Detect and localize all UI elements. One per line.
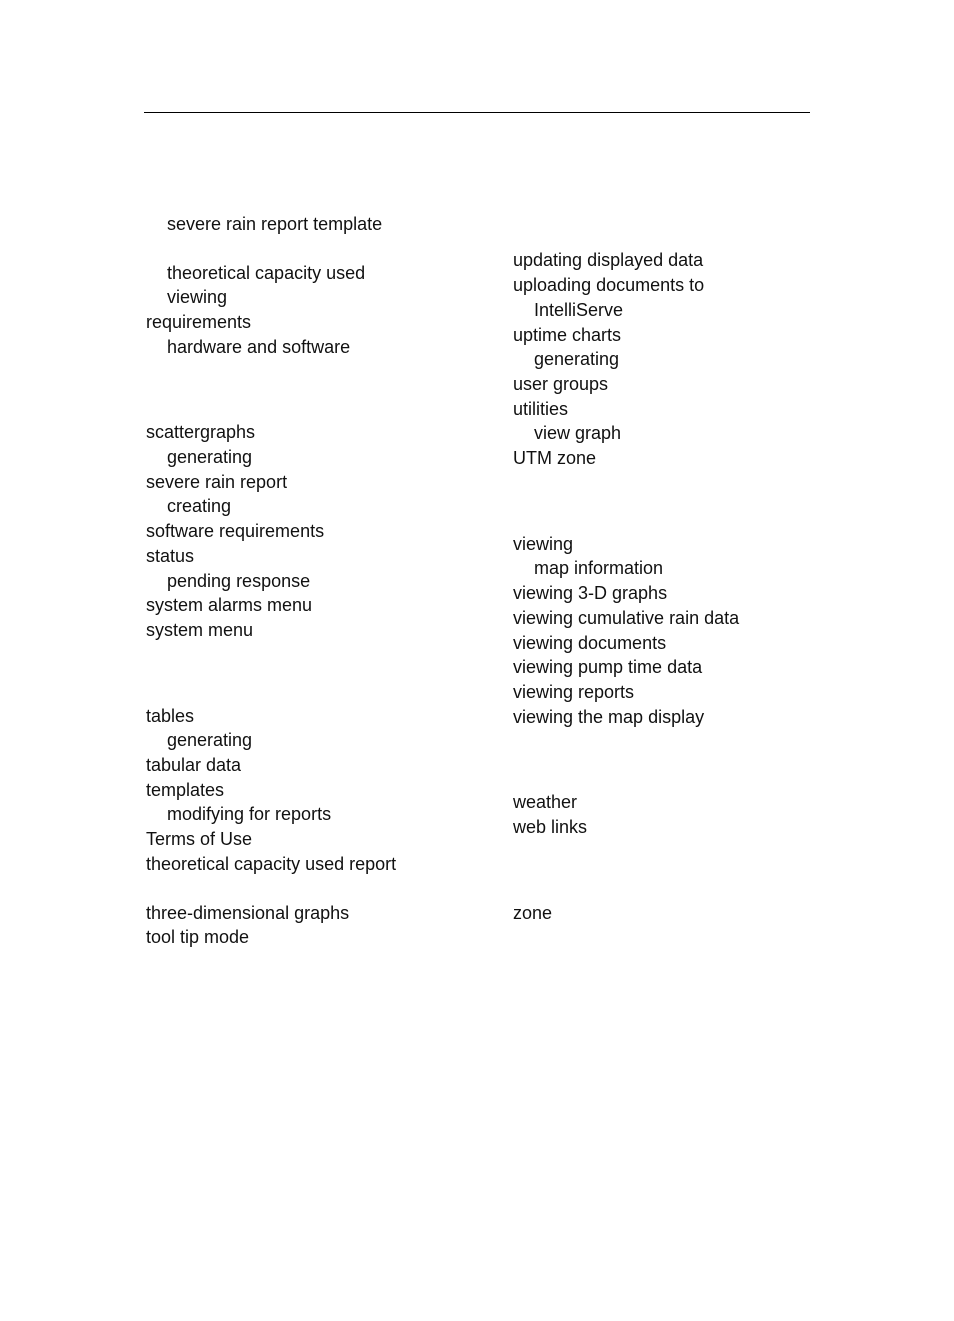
index-entry-left-7: severe rain report bbox=[146, 472, 288, 492]
index-entry-right-13: viewing documents bbox=[513, 633, 667, 653]
index-entry-left-17: templates bbox=[146, 780, 225, 800]
index-entry-left-20: theoretical capacity used report bbox=[146, 854, 397, 874]
index-entry-right-12: viewing cumulative rain data bbox=[513, 608, 740, 628]
index-entry-left-16: tabular data bbox=[146, 755, 242, 775]
index-entry-right-17: weather bbox=[513, 792, 578, 812]
index-entry-right-6: utilities bbox=[513, 399, 569, 419]
index-subentry-left-8: creating bbox=[167, 496, 232, 516]
index-subentry-right-10: map information bbox=[534, 558, 664, 578]
index-subentry-left-2: viewing bbox=[167, 287, 228, 307]
index-entry-right-18: web links bbox=[513, 817, 588, 837]
index-entry-left-5: scattergraphs bbox=[146, 422, 256, 442]
index-entry-left-10: status bbox=[146, 546, 195, 566]
index-subentry-left-1: theoretical capacity used bbox=[167, 263, 366, 283]
index-entry-right-9: viewing bbox=[513, 534, 574, 554]
index-entry-right-3: uptime charts bbox=[513, 325, 622, 345]
index-entry-left-9: software requirements bbox=[146, 521, 325, 541]
index-subentry-left-18: modifying for reports bbox=[167, 804, 332, 824]
header-rule bbox=[144, 112, 810, 113]
index-subentry-left-11: pending response bbox=[167, 571, 311, 591]
index-entry-left-19: Terms of Use bbox=[146, 829, 253, 849]
index-entry-right-11: viewing 3-D graphs bbox=[513, 583, 668, 603]
index-subentry-left-15: generating bbox=[167, 730, 253, 750]
index-entry-left-22: tool tip mode bbox=[146, 927, 250, 947]
index-subentry-right-2: IntelliServe bbox=[534, 300, 624, 320]
index-entry-left-12: system alarms menu bbox=[146, 595, 313, 615]
index-subentry-right-7: view graph bbox=[534, 423, 622, 443]
index-entry-right-8: UTM zone bbox=[513, 448, 597, 468]
index-entry-right-16: viewing the map display bbox=[513, 707, 705, 727]
index-entry-right-1: uploading documents to bbox=[513, 275, 705, 295]
index-subentry-left-0: severe rain report template bbox=[167, 214, 383, 234]
index-entry-left-13: system menu bbox=[146, 620, 254, 640]
index-entry-left-3: requirements bbox=[146, 312, 252, 332]
index-entry-right-0: updating displayed data bbox=[513, 250, 704, 270]
index-subentry-left-6: generating bbox=[167, 447, 253, 467]
index-entry-left-14: tables bbox=[146, 706, 195, 726]
index-entry-left-21: three-dimensional graphs bbox=[146, 903, 350, 923]
index-entry-right-15: viewing reports bbox=[513, 682, 635, 702]
index-entry-right-19: zone bbox=[513, 903, 553, 923]
index-subentry-right-4: generating bbox=[534, 349, 620, 369]
index-subentry-left-4: hardware and software bbox=[167, 337, 351, 357]
index-entry-right-14: viewing pump time data bbox=[513, 657, 703, 677]
index-entry-right-5: user groups bbox=[513, 374, 609, 394]
